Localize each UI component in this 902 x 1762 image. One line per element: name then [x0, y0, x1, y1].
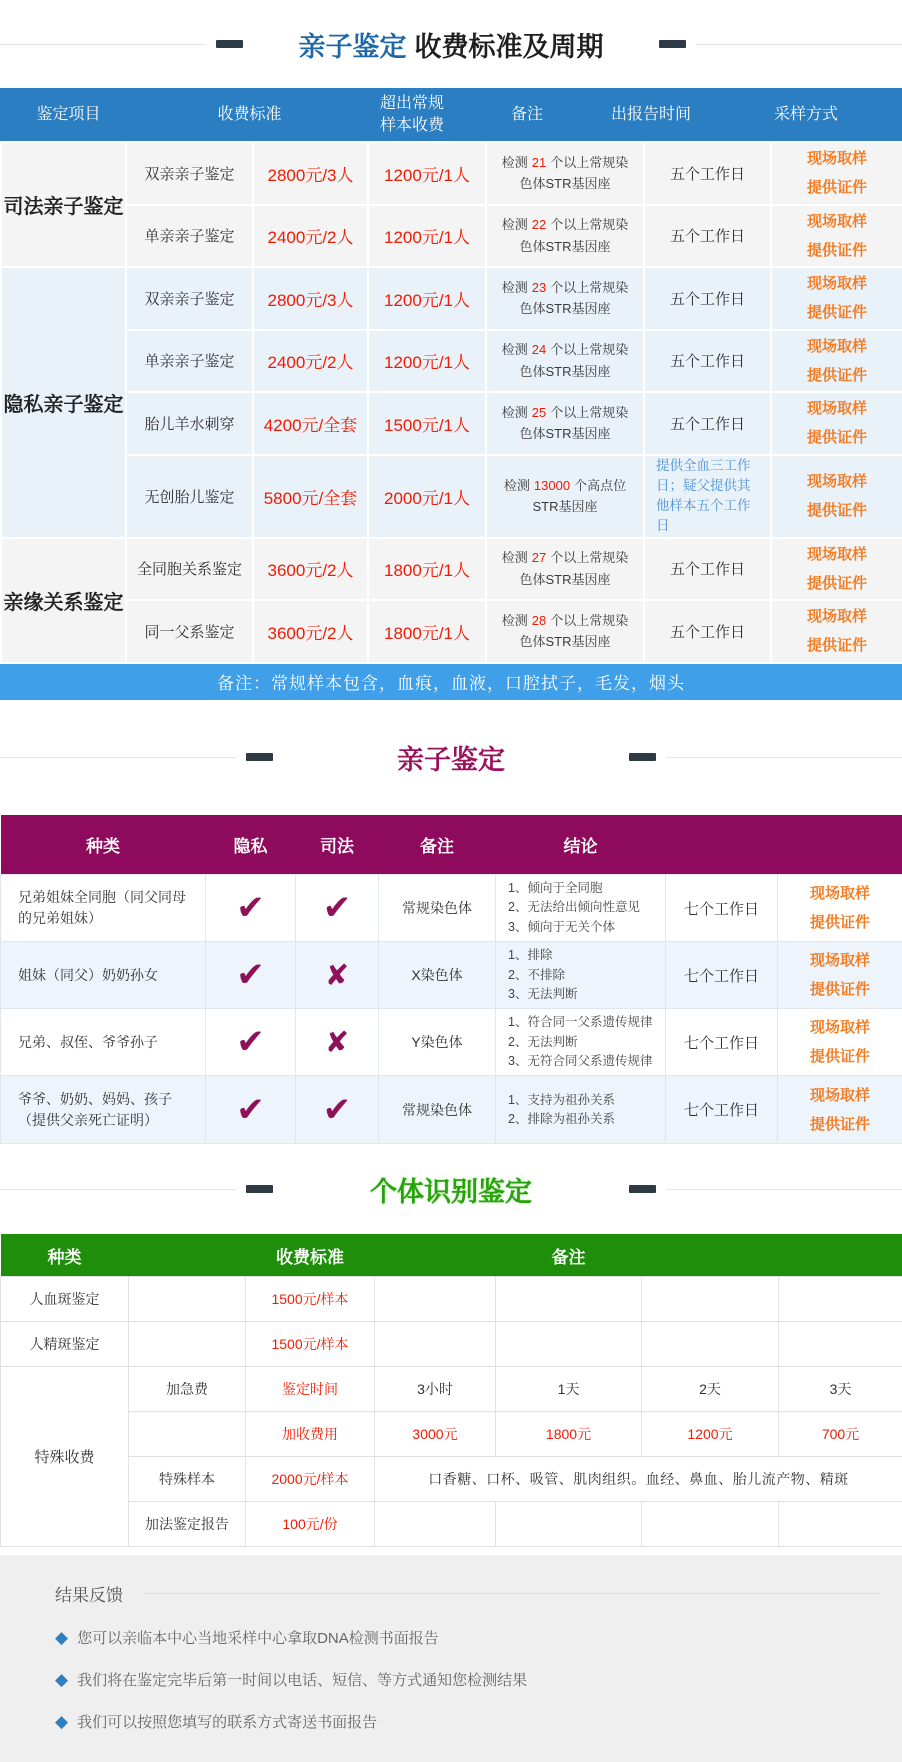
empty-cell — [496, 1322, 642, 1367]
check-mark-icon: ✔ — [236, 956, 265, 994]
page-title — [299, 25, 604, 64]
report-time-cell: 七个工作日 — [666, 875, 778, 942]
table-row — [1, 1009, 902, 1076]
value-cell: 3000元 — [375, 1412, 496, 1457]
header-note: 备注 — [496, 1234, 642, 1277]
price-cell: 1500元/样本 — [246, 1322, 375, 1367]
price-cell: 3600元/2人 — [253, 538, 368, 601]
value-cell: 700元 — [779, 1412, 902, 1457]
feedback-text: 我们将在鉴定完毕后第一时间以电话、短信、等方式通知您检测结果 — [77, 1669, 527, 1690]
value-cell: 3天 — [779, 1367, 902, 1412]
result-feedback-section — [0, 1555, 902, 1762]
group-cell: 特殊收费 — [1, 1367, 129, 1547]
fee-table-header — [0, 88, 902, 141]
diamond-bullet-icon: ◆ — [55, 1712, 68, 1732]
header-judicial: 司法 — [296, 815, 379, 875]
privacy-mark-cell — [206, 1009, 296, 1076]
check-mark-icon: ✔ — [236, 1091, 265, 1129]
report-time-cell: 五个工作日 — [644, 330, 771, 393]
header-item: 鉴定项目 — [0, 88, 137, 141]
extra-fee-cell: 1800元/1人 — [368, 538, 486, 601]
individual-id-table-header — [1, 1234, 902, 1277]
item-cell: 特殊样本 — [129, 1457, 246, 1502]
extra-fee-cell: 1200元/1人 — [368, 267, 486, 330]
table-row — [1, 875, 902, 942]
note-cell: 常规染色体 — [379, 875, 496, 942]
empty-cell — [375, 1322, 496, 1367]
group-cell: 司法亲子鉴定 — [1, 142, 126, 267]
conclusion-cell: 1、排除 2、不排除 3、无法判断 — [496, 942, 666, 1009]
note-cell: 常规染色体 — [379, 1076, 496, 1144]
feedback-text: 我们可以按照您填写的联系方式寄送书面报告 — [77, 1711, 377, 1732]
paternity-table — [0, 815, 902, 1145]
empty-cell — [642, 1322, 779, 1367]
report-time-cell: 五个工作日 — [644, 205, 771, 268]
header-kind: 种类 — [1, 815, 206, 875]
empty-cell — [129, 1322, 246, 1367]
extra-fee-cell: 1200元/1人 — [368, 330, 486, 393]
note-cell: X染色体 — [379, 942, 496, 1009]
table-row — [1, 142, 902, 205]
conclusion-cell: 1、倾向于全同胞 2、无法给出倾向性意见 3、倾向于无关个体 — [496, 875, 666, 942]
price-cell: 2400元/2人 — [253, 205, 368, 268]
label-cell: 鉴定时间 — [246, 1367, 375, 1412]
price-cell: 2400元/2人 — [253, 330, 368, 393]
value-cell: 1天 — [496, 1367, 642, 1412]
header-empty — [778, 815, 902, 875]
empty-cell — [129, 1277, 246, 1322]
title-accent: 亲子鉴定 — [299, 32, 407, 62]
item-cell: 同一父系鉴定 — [126, 600, 253, 663]
value-cell: 2天 — [642, 1367, 779, 1412]
feedback-item — [55, 1627, 880, 1648]
table-row — [1, 1457, 902, 1502]
report-time-cell: 五个工作日 — [644, 392, 771, 455]
report-time-cell: 七个工作日 — [666, 942, 778, 1009]
table-row — [1, 1277, 902, 1322]
section2-title — [0, 700, 902, 815]
table-row — [1, 1412, 902, 1457]
extra-fee-cell: 1800元/1人 — [368, 600, 486, 663]
value-cell: 1800元 — [496, 1412, 642, 1457]
kind-cell: 人血斑鉴定 — [1, 1277, 129, 1322]
feedback-heading: 结果反馈 — [55, 1581, 123, 1606]
header-price: 收费标准 — [137, 88, 362, 141]
note-cell: 检测 24 个以上常规染色体STR基因座 — [486, 330, 644, 393]
check-mark-icon: ✔ — [323, 889, 352, 927]
privacy-mark-cell — [206, 1076, 296, 1144]
section1-title — [0, 0, 902, 88]
item-cell: 全同胞关系鉴定 — [126, 538, 253, 601]
cross-mark-icon: ✘ — [325, 960, 349, 992]
title-dash-right — [659, 40, 686, 48]
privacy-mark-cell — [206, 942, 296, 1009]
header-extra-fee: 超出常规 样本收费 — [362, 88, 462, 141]
item-cell: 无创胎儿鉴定 — [126, 455, 253, 538]
remark-bar: 备注：常规样本包含，血痕，血液，口腔拭子，毛发，烟头 — [0, 664, 902, 700]
empty-cell — [375, 1502, 496, 1547]
item-cell: 单亲亲子鉴定 — [126, 205, 253, 268]
diamond-bullet-icon: ◆ — [55, 1670, 68, 1690]
empty-cell — [129, 1412, 246, 1457]
item-cell: 双亲亲子鉴定 — [126, 142, 253, 205]
report-time-cell: 提供全血三工作日；疑父提供其他样本五个工作日 — [644, 455, 771, 538]
judicial-mark-cell — [296, 942, 379, 1009]
check-mark-icon: ✔ — [323, 1091, 352, 1129]
paternity-table-header — [1, 815, 902, 875]
table-row — [1, 600, 902, 663]
empty-cell — [642, 1277, 779, 1322]
kind-cell: 兄弟、叔侄、爷爷孙子 — [1, 1009, 206, 1076]
table-row — [1, 1502, 902, 1547]
header-conclusion: 结论 — [496, 815, 666, 875]
note-cell: 检测 23 个以上常规染色体STR基因座 — [486, 267, 644, 330]
feedback-item — [55, 1669, 880, 1690]
feedback-item — [55, 1711, 880, 1732]
price-cell: 2800元/3人 — [253, 142, 368, 205]
sampling-cell: 现场取样 提供证件 — [778, 1076, 902, 1144]
title-dash-right — [629, 753, 656, 761]
item-cell: 加急费 — [129, 1367, 246, 1412]
header-empty — [779, 1234, 902, 1277]
judicial-mark-cell — [296, 875, 379, 942]
empty-cell — [779, 1322, 902, 1367]
check-mark-icon: ✔ — [236, 1023, 265, 1061]
header-privacy: 隐私 — [206, 815, 296, 875]
header-note: 备注 — [379, 815, 496, 875]
price-cell: 2000元/样本 — [246, 1457, 375, 1502]
report-time-cell: 五个工作日 — [644, 538, 771, 601]
price-cell: 1500元/样本 — [246, 1277, 375, 1322]
header-report-time: 出报告时间 — [592, 88, 710, 141]
note-cell: 检测 21 个以上常规染色体STR基因座 — [486, 142, 644, 205]
conclusion-cell: 1、支持为祖孙关系 2、排除为祖孙关系 — [496, 1076, 666, 1144]
extra-fee-cell: 1200元/1人 — [368, 205, 486, 268]
note-cell: 检测 13000 个高点位STR基因座 — [486, 455, 644, 538]
extra-fee-cell: 2000元/1人 — [368, 455, 486, 538]
table-row — [1, 538, 902, 601]
sampling-cell: 现场取样 提供证件 — [771, 330, 902, 393]
table-row — [1, 942, 902, 1009]
judicial-mark-cell — [296, 1076, 379, 1144]
note-cell: 口香糖、口杯、吸管、肌肉组织。血经、鼻血、胎儿流产物、精斑 — [375, 1457, 902, 1502]
group-cell: 隐私亲子鉴定 — [1, 267, 126, 538]
sampling-cell: 现场取样 提供证件 — [771, 205, 902, 268]
title-dash-left — [216, 40, 243, 48]
individual-id-table — [0, 1234, 902, 1547]
section2-title-text: 亲子鉴定 — [397, 738, 505, 777]
header-empty — [129, 1234, 246, 1277]
sampling-cell: 现场取样 提供证件 — [771, 600, 902, 663]
table-row — [1, 455, 902, 538]
note-cell: 检测 22 个以上常规染色体STR基因座 — [486, 205, 644, 268]
kind-cell: 爷爷、奶奶、妈妈、孩子（提供父亲死亡证明） — [1, 1076, 206, 1144]
extra-fee-cell: 1500元/1人 — [368, 392, 486, 455]
heading-rule — [145, 1593, 880, 1594]
table-row — [1, 392, 902, 455]
kind-cell: 人精斑鉴定 — [1, 1322, 129, 1367]
section3-title — [0, 1144, 902, 1234]
report-time-cell: 七个工作日 — [666, 1076, 778, 1144]
sampling-cell: 现场取样 提供证件 — [778, 1009, 902, 1076]
report-time-cell: 五个工作日 — [644, 600, 771, 663]
table-row — [1, 1076, 902, 1144]
price-cell: 3600元/2人 — [253, 600, 368, 663]
feedback-text: 您可以亲临本中心当地采样中心拿取DNA检测书面报告 — [77, 1627, 439, 1648]
sampling-cell: 现场取样 提供证件 — [771, 142, 902, 205]
kind-cell: 兄弟姐妹全同胞（同父同母的兄弟姐妹） — [1, 875, 206, 942]
note-cell: 检测 25 个以上常规染色体STR基因座 — [486, 392, 644, 455]
item-cell: 单亲亲子鉴定 — [126, 330, 253, 393]
extra-fee-cell: 1200元/1人 — [368, 142, 486, 205]
empty-cell — [779, 1502, 902, 1547]
table-row — [1, 1367, 902, 1412]
sampling-cell: 现场取样 提供证件 — [771, 538, 902, 601]
header-note: 备注 — [462, 88, 592, 141]
kind-cell: 姐妹（同父）奶奶孙女 — [1, 942, 206, 1009]
note-cell: 检测 28 个以上常规染色体STR基因座 — [486, 600, 644, 663]
value-cell: 3小时 — [375, 1367, 496, 1412]
title-dash-left — [246, 753, 273, 761]
cross-mark-icon: ✘ — [325, 1027, 349, 1059]
table-row — [1, 267, 902, 330]
section3-title-text: 个体识别鉴定 — [370, 1170, 532, 1209]
sampling-cell: 现场取样 提供证件 — [778, 875, 902, 942]
note-cell: Y染色体 — [379, 1009, 496, 1076]
group-cell: 亲缘关系鉴定 — [1, 538, 126, 663]
header-empty — [666, 815, 778, 875]
header-price: 收费标准 — [246, 1234, 375, 1277]
header-sampling: 采样方式 — [710, 88, 902, 141]
diamond-bullet-icon: ◆ — [55, 1628, 68, 1648]
title-dash-left — [246, 1185, 273, 1193]
price-cell: 100元/份 — [246, 1502, 375, 1547]
price-cell: 2800元/3人 — [253, 267, 368, 330]
judicial-mark-cell — [296, 1009, 379, 1076]
item-cell: 双亲亲子鉴定 — [126, 267, 253, 330]
report-time-cell: 五个工作日 — [644, 267, 771, 330]
item-cell: 加法鉴定报告 — [129, 1502, 246, 1547]
header-empty — [642, 1234, 779, 1277]
table-row — [1, 1322, 902, 1367]
empty-cell — [375, 1277, 496, 1322]
table-row — [1, 205, 902, 268]
report-time-cell: 五个工作日 — [644, 142, 771, 205]
sampling-cell: 现场取样 提供证件 — [771, 267, 902, 330]
item-cell: 胎儿羊水刺穿 — [126, 392, 253, 455]
empty-cell — [642, 1502, 779, 1547]
sampling-cell: 现场取样 提供证件 — [778, 942, 902, 1009]
empty-cell — [779, 1277, 902, 1322]
price-cell: 4200元/全套 — [253, 392, 368, 455]
fee-table — [0, 141, 902, 664]
report-time-cell: 七个工作日 — [666, 1009, 778, 1076]
price-cell: 5800元/全套 — [253, 455, 368, 538]
empty-cell — [496, 1502, 642, 1547]
table-row — [1, 330, 902, 393]
privacy-mark-cell — [206, 875, 296, 942]
title-dash-right — [629, 1185, 656, 1193]
sampling-cell: 现场取样 提供证件 — [771, 392, 902, 455]
header-kind: 种类 — [1, 1234, 129, 1277]
header-empty — [375, 1234, 496, 1277]
value-cell: 1200元 — [642, 1412, 779, 1457]
empty-cell — [496, 1277, 642, 1322]
check-mark-icon: ✔ — [236, 889, 265, 927]
label-cell: 加收费用 — [246, 1412, 375, 1457]
title-rest: 收费标准及周期 — [415, 32, 604, 62]
conclusion-cell: 1、符合同一父系遗传规律 2、无法判断 3、无符合同父系遗传规律 — [496, 1009, 666, 1076]
sampling-cell: 现场取样 提供证件 — [771, 455, 902, 538]
note-cell: 检测 27 个以上常规染色体STR基因座 — [486, 538, 644, 601]
